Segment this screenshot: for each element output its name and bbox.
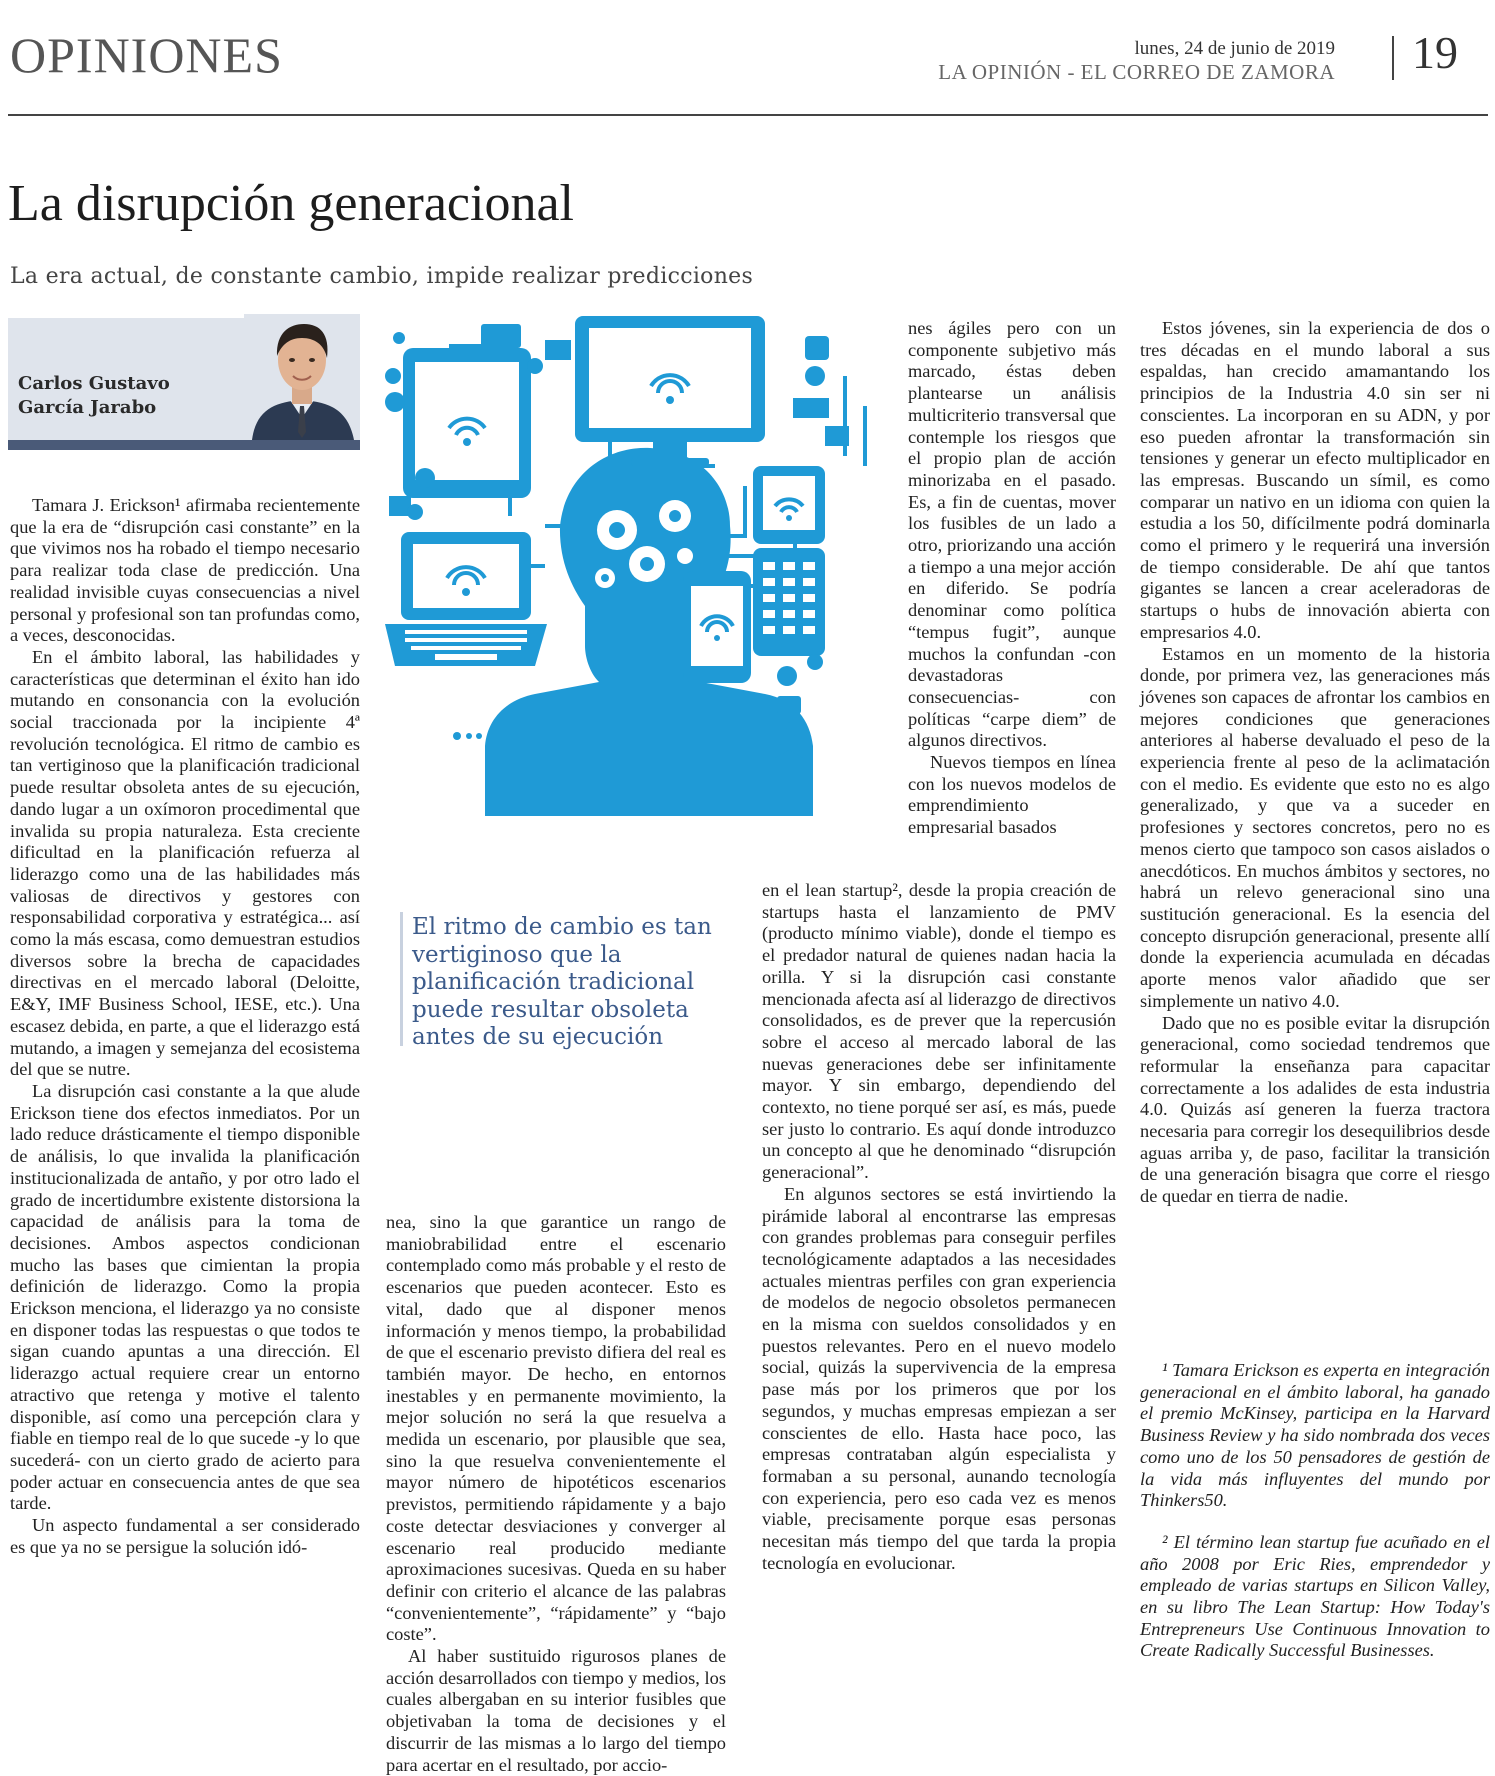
paragraph: En el ámbito laboral, las habilidades y características que determinan el éxito han ido mutando en consonancia con la evolución social traccionada por la incipiente 4ª revolución tecnológica. El ritmo de cambio es tan vertiginoso que la planificación tradicional puede resultar obsoleta antes de su ejecución, dando lugar a un oxímoron procedimental que invalida su propia naturaleza. Esta creciente dificultad en la planificación refuerza al liderazgo como una de las habilidades más valiosas de directivos y gestores con responsabilidad corporativa y estratégica... así como la más escasa, como demuestran estudios diversos sobre la brecha de capacidades directivas en el mercado laboral (Deloitte, E&Y, IMF Business School, IESE, etc.). Una escasez debida, en parte, a que el liderazgo está mutando, a imagen y semejanza del ecosistema del que se nutre. — [10, 646, 360, 1080]
column-3-bottom — [762, 880, 1116, 1575]
page-number: 19 — [1412, 27, 1458, 78]
author-second-line: García Jarabo — [18, 397, 157, 418]
header-divider — [1392, 36, 1394, 80]
paragraph: Estos jóvenes, sin la experiencia de dos o tres décadas en el mundo laboral a sus espaldas, han crecido amamantando los principios de la Industria 4.0 sin ser ni conscientes. La incorporan en su ADN, y por eso pueden afrontar la transformación sin tensiones y generar un efecto multiplicador en las empresas. Buscando un símil, es como comparar un nativo en un idioma con quien la estudia a los 50, difícilmente podrá dominarla como el primero y le requerirá una inversión de tiempo considerable. De ahí que tantos gigantes se lancen a crear aceleradoras de startups o hubs de innovación abierta con empresarios 4.0. — [1140, 318, 1490, 642]
paragraph: Tamara J. Erickson¹ afirmaba recientemente que la era de “disrupción casi constante” en la que vivimos nos ha robado el tiempo necesario para realizar toda clase de predicción. Una realidad invisible cuyas consecuencias a nivel personal y profesional son tan profundas como, a veces, desconocidas. — [10, 495, 360, 646]
paragraph: nea, sino la que garantice un rango de maniobrabilidad entre el escenario contemplado como más probable y el resto de escenarios que pueden acontecer. Esto es vital, dado que al disponer menos información y menos tiempo, la probabilidad de que el escenario previsto difiera del real es también mayor. De hecho, en entornos inestables y en permanente movimiento, la mejor solución no será la que resuelva a medida un escenario, por plausible que sea, sino la que resuelva convenientemente el mayor número de hipotéticos escenarios previstos, permitiendo rápidamente y a bajo coste detectar desviaciones y converger al escenario real producido mediante aproximaciones sucesivas. Queda en su haber definir con criterio el alcance de las palabras “convenientemente”, “rápidamente” y “bajo coste”. — [386, 1212, 726, 1645]
footnote: ² El término lean startup fue acuñado en el año 2008 por Eric Ries, emprendedor y empleado de varias startups en Silicon Valley, en su libro The Lean Startup: How Today's Entrepreneurs Use Continuous Innovation to Create Radically Successful Businesses. — [1140, 1531, 1490, 1661]
header-rule — [8, 114, 1488, 116]
author-name — [18, 372, 170, 420]
footnotes — [1140, 1360, 1490, 1682]
publication-name: LA OPINIÓN - EL CORREO DE ZAMORA — [938, 60, 1335, 84]
subheadline: La era actual, de constante cambio, impide realizar predicciones — [10, 264, 754, 289]
column-4 — [1140, 318, 1490, 1208]
section-title: OPINIONES — [10, 27, 283, 83]
paragraph: Un aspecto fundamental a ser considerado es que ya no se persigue la solución idó- — [10, 1515, 360, 1557]
headline: La disrupción generacional — [8, 175, 574, 232]
author-photo — [244, 314, 360, 440]
issue-date: lunes, 24 de junio de 2019 — [1134, 38, 1335, 59]
column-1 — [10, 495, 360, 1558]
paragraph: En algunos sectores se está invirtiendo la pirámide laboral al encontrarse las empresas con grandes problemas para conseguir perfiles tecnológicamente adaptados a las necesidades actuales mientras perfiles con gran experiencia de modelos de negocio obsoletos permanecen en la misma con sueldos consolidados y en puestos relevantes. Pero en el nuevo modelo social, quizás la supervivencia de la empresa pase más por los primeros que por los segundos, y muchas empresas empiezan a ser conscientes de ello. Hasta hace poco, las empresas contrataban algún especialista y formaban a su personal, aunando tecnología con experiencia, pero eso cada vez es menos viable, precisamente porque esas personas necesitan más tiempo del que tarda la propia tecnología en evolucionar. — [762, 1183, 1116, 1573]
paragraph: Dado que no es posible evitar la disrupción generacional, como sociedad tendremos que reformular la enseñanza para capacitar correctamente a los adalides de esta industria 4.0. Quizás así generen la fuerza tractora necesaria para corregir los desequilibrios desde aguas arriba y, de paso, facilitar la transición de una generación bisagra que corre el riesgo de quedar en tierra de nadie. — [1140, 1012, 1490, 1207]
footnote: ¹ Tamara Erickson es experta en integración generacional en el ámbito laboral, ha ganado el premio McKinsey, participa en la Harvard Business Review y ha sido nombrada dos veces como uno de los 50 pensadores de gestión de la vida más influyentes del mundo por Thinkers50. — [1140, 1360, 1490, 1511]
paragraph: Estamos en un momento de la historia donde, por primera vez, las generaciones más jóvenes son capaces de afrontar los cambios en mejores condiciones que generaciones anteriores al haberse devaluado el peso de la experiencia frente al peso de la aclimatación con el medio. Es evidente que esto no es algo generalizado, y que va a suceder en profesiones y sectores concretos, pero no es menos cierto que tampoco son casos aislados o anecdóticos. En muchos ámbitos y sectores, no habrá un relevo generacional sino una sustitución generacional. Es la esencia del concepto disrupción generacional, presente allí donde la experiencia acumulada en décadas aporte menos valor añadido que ser simplemente un nativo 4.0. — [1140, 643, 1490, 1011]
paragraph: La disrupción casi constante a la que alude Erickson tiene dos efectos inmediatos. Por un lado reduce drásticamente el tiempo disponible de análisis, lo que invalida la planificación institucionalizada de antaño, y por otro lado el grado de incertidumbre existente distorsiona la capacidad de análisis para la toma de decisiones. Ambos aspectos condicionan mucho las bases que cimientan la propia definición de liderazgo. Como la propia Erickson menciona, el liderazgo ya no consiste en disponer todas las respuestas o que todos te sigan cuando apuntas a una dirección. El liderazgo actual requiere crear un entorno atractivo que retenga y motive el talento disponible, así como una percepción clara y fiable en tiempo real de lo que sucede -y lo que sucederá- con un cierto grado de acierto para poder actuar en consecuencia antes de que sea tarde. — [10, 1080, 360, 1514]
pullquote-bar — [400, 912, 403, 1046]
paragraph: Al haber sustituido rigurosos planes de acción desarrollados con tiempo y medios, los cuales albergaban en su interior fusibles que objetivaban la toma de decisiones y el discurrir de las mismas a lo largo del tiempo para acertar en el resultado, por accio- — [386, 1646, 726, 1775]
pullquote: El ritmo de cambio es tan vertiginoso que la planificación tradicional puede resultar obsoleta antes de su ejecución — [412, 914, 712, 1050]
column-2 — [386, 1212, 726, 1776]
author-rule — [8, 440, 360, 450]
column-3-top — [908, 318, 1116, 839]
author-first-line: Carlos Gustavo — [18, 373, 170, 394]
technology-head-illustration — [385, 316, 905, 816]
paragraph: nes ágiles pero con un componente subjetivo más marcado, éstas deben plantearse un análisis multicriterio transversal que contemple los riesgos que el propio plan de acción minorizaba en el pasado. Es, a fin de cuentas, mover los fusibles de un lado a otro, priorizando una acción a tiempo a una mejor acción en diferido. Se podría denominar como política “tempus fugit”, aunque muchos la confundan -con devastadoras consecuencias- con políticas “carpe diem” de algunos directivos. — [908, 318, 1116, 751]
paragraph: Nuevos tiempos en línea con los nuevos modelos de emprendimiento empresarial basados — [908, 752, 1116, 838]
paragraph: en el lean startup², desde la propia creación de startups hasta el lanzamiento de PMV (producto mínimo viable), donde el tiempo es el predador natural de quienes nadan hacia la orilla. Y si la disrupción casi constante mencionada afecta así al liderazgo de directivos consolidados, es de prever que la repercusión sobre el acceso al mercado laboral de las nuevas generaciones debe ser infinitamente mayor. Y sin embargo, dependiendo del contexto, no tiene porqué ser así, es más, puede ser justo lo contrario. Es aquí donde introduzco un concepto al que he denominado “disrupción generacional”. — [762, 880, 1116, 1183]
